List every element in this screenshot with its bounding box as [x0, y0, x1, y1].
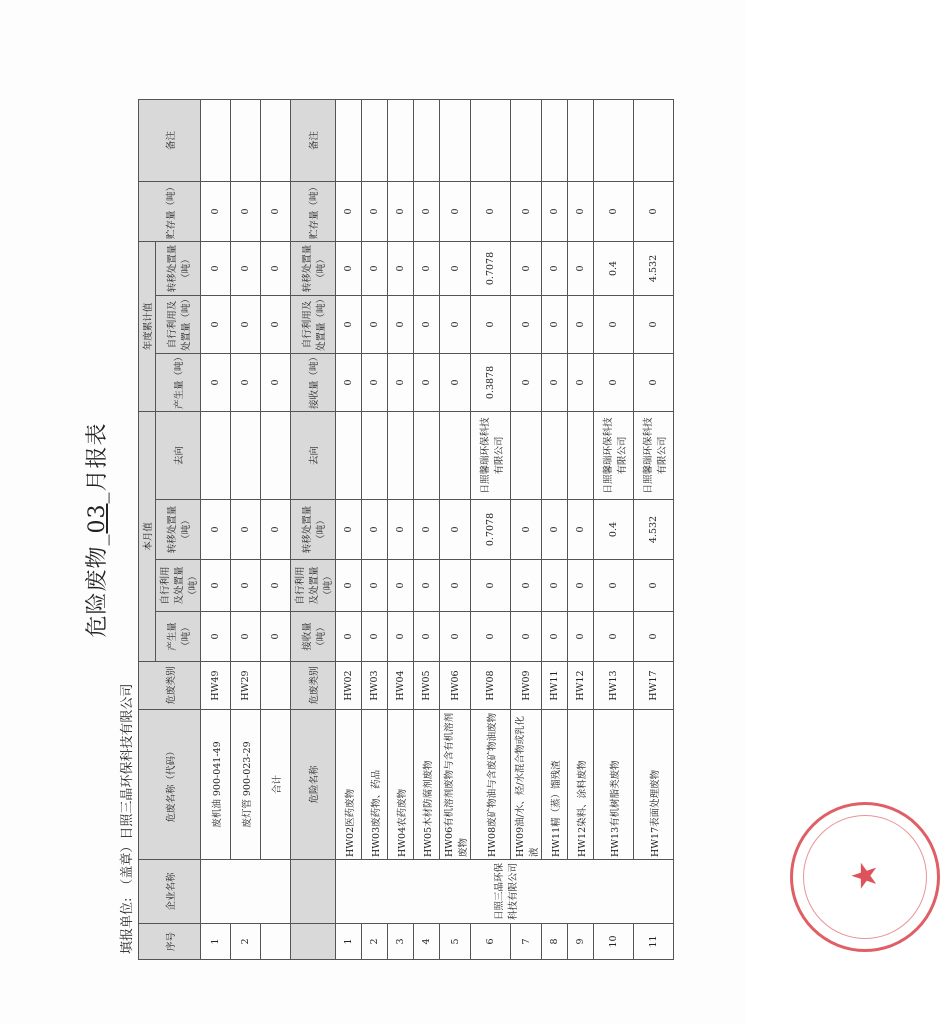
row-destination: 日照馨瑞环保科技有限公司: [634, 411, 674, 499]
row-year-self-use: 0: [414, 295, 440, 353]
row-year-transfer: 0: [261, 241, 291, 295]
lower-header-row: [291, 99, 336, 959]
row-company: 日照三晶环保科技有限公司: [336, 860, 674, 924]
row-destination: [440, 411, 471, 499]
row-year-transfer: 0: [542, 241, 568, 295]
lower-header-received-year: 接收量（吨）: [291, 353, 336, 411]
header-self-use-year: 自行利用及处置量（吨）: [156, 295, 201, 353]
header-company: 企业名称: [139, 860, 201, 924]
row-storage: 0: [471, 181, 511, 241]
row-waste-name: 废灯管 900-023-29: [231, 710, 261, 860]
row-year-received: 0: [336, 353, 362, 411]
row-storage: 0: [542, 181, 568, 241]
lower-row: [568, 99, 594, 959]
header-row-1: [139, 99, 156, 959]
row-waste-class: HW06: [440, 662, 471, 710]
row-year-transfer: 4.532: [634, 241, 674, 295]
row-storage: 0: [388, 181, 414, 241]
header-transfer-year: 转移处置量（吨）: [156, 241, 201, 295]
row-year-self-use: 0: [336, 295, 362, 353]
row-waste-name: HW06有机溶剂废物与含有机溶剂废物: [440, 710, 471, 860]
row-storage: 0: [440, 181, 471, 241]
row-seq: 9: [568, 924, 594, 960]
row-month-self-use: 0: [261, 560, 291, 612]
row-seq: 2: [362, 924, 388, 960]
row-month-produced: 0: [261, 612, 291, 662]
row-remark: [336, 99, 362, 181]
row-waste-name: 合计: [261, 710, 291, 860]
row-year-self-use: 0: [231, 295, 261, 353]
row-storage: 0: [634, 181, 674, 241]
upper-row: [231, 99, 261, 959]
row-year-self-use: 0: [471, 295, 511, 353]
report-unit: [116, 684, 135, 960]
row-month-transfer: 4.532: [634, 500, 674, 560]
row-year-self-use: 0: [511, 295, 542, 353]
row-waste-name: HW08废矿物油与含废矿物油废物: [471, 710, 511, 860]
row-destination: [388, 411, 414, 499]
row-month-self-use: 0: [362, 560, 388, 612]
table-body: [139, 99, 674, 959]
lower-header-self-use-year: 自行利用及处置量（吨）: [291, 295, 336, 353]
row-destination: [362, 411, 388, 499]
row-seq: 11: [634, 924, 674, 960]
row-remark: [261, 99, 291, 181]
row-year-self-use: 0: [634, 295, 674, 353]
row-month-transfer: 0: [201, 500, 231, 560]
row-month-self-use: 0: [336, 560, 362, 612]
row-month-received: 0: [542, 612, 568, 662]
row-waste-class: HW29: [231, 662, 261, 710]
row-destination: [414, 411, 440, 499]
lower-header-waste-name: 危险名称: [291, 710, 336, 860]
row-year-transfer: 0: [201, 241, 231, 295]
row-year-self-use: 0: [594, 295, 634, 353]
row-seq: 2: [231, 924, 261, 960]
row-seq: 1: [201, 924, 231, 960]
row-waste-class: HW04: [388, 662, 414, 710]
row-seq: 3: [388, 924, 414, 960]
row-year-transfer: 0.4: [594, 241, 634, 295]
row-year-transfer: 0: [362, 241, 388, 295]
row-waste-class: HW17: [634, 662, 674, 710]
row-remark: [388, 99, 414, 181]
row-month-transfer: 0: [362, 500, 388, 560]
title-suffix: _月报表: [85, 422, 110, 504]
row-storage: 0: [568, 181, 594, 241]
lower-header-remark: 备注: [291, 99, 336, 181]
row-waste-class: HW03: [362, 662, 388, 710]
row-waste-name: HW12染料、涂料废物: [568, 710, 594, 860]
row-waste-class: HW05: [414, 662, 440, 710]
row-year-received: 0: [414, 353, 440, 411]
row-year-transfer: 0: [568, 241, 594, 295]
row-destination: [542, 411, 568, 499]
header-waste-class: 危废类别: [139, 662, 201, 710]
row-seq: 5: [440, 924, 471, 960]
rotated-report: [80, 100, 885, 960]
row-seq: 1: [336, 924, 362, 960]
row-waste-name: HW05木材防腐剂废物: [414, 710, 440, 860]
row-month-transfer: 0.4: [594, 500, 634, 560]
lower-header-transfer-year: 转移处置量（吨）: [291, 241, 336, 295]
row-waste-name: HW09油/水、烃/水混合物或乳化液: [511, 710, 542, 860]
row-seq: [261, 924, 291, 960]
row-month-self-use: 0: [388, 560, 414, 612]
row-year-self-use: 0: [542, 295, 568, 353]
row-year-transfer: 0: [414, 241, 440, 295]
header-destination: 去向: [156, 411, 201, 499]
header-seq: 序号: [139, 924, 201, 960]
row-year-received: 0: [634, 353, 674, 411]
waste-table: [138, 99, 674, 960]
lower-header-seq: [291, 924, 336, 960]
row-month-received: 0: [511, 612, 542, 662]
row-month-self-use: 0: [568, 560, 594, 612]
row-remark: [362, 99, 388, 181]
row-seq: 7: [511, 924, 542, 960]
lower-row: [634, 99, 674, 959]
row-remark: [440, 99, 471, 181]
row-year-self-use: 0: [201, 295, 231, 353]
lower-row: [542, 99, 568, 959]
row-storage: 0: [362, 181, 388, 241]
row-waste-name: HW11精（蒸）馏残渣: [542, 710, 568, 860]
row-month-self-use: 0: [414, 560, 440, 612]
row-destination: 日照馨瑞环保科技有限公司: [594, 411, 634, 499]
row-month-received: 0: [440, 612, 471, 662]
row-waste-class: HW49: [201, 662, 231, 710]
row-remark: [594, 99, 634, 181]
row-month-received: 0: [634, 612, 674, 662]
row-month-self-use: 0: [231, 560, 261, 612]
header-transfer: 转移处置量（吨）: [156, 500, 201, 560]
title-prefix: 危险废物_: [85, 533, 110, 638]
row-year-self-use: 0: [261, 295, 291, 353]
header-waste-name: 危废名称（代码）: [139, 710, 201, 860]
row-remark: [201, 99, 231, 181]
row-remark: [634, 99, 674, 181]
row-storage: 0: [511, 181, 542, 241]
row-remark: [568, 99, 594, 181]
row-month-self-use: 0: [471, 560, 511, 612]
row-year-self-use: 0: [362, 295, 388, 353]
row-year-transfer: 0: [440, 241, 471, 295]
row-waste-name: HW13有机树脂类废物: [594, 710, 634, 860]
row-waste-class: HW09: [511, 662, 542, 710]
lower-header-company: [291, 860, 336, 924]
row-seq: 4: [414, 924, 440, 960]
row-waste-name: HW03废药物、药品: [362, 710, 388, 860]
header-produced: 产生量（吨）: [156, 612, 201, 662]
row-month-transfer: 0: [231, 500, 261, 560]
row-seq: 10: [594, 924, 634, 960]
row-destination: [336, 411, 362, 499]
row-year-received: 0: [388, 353, 414, 411]
row-month-transfer: 0.7078: [471, 500, 511, 560]
row-month-self-use: 0: [594, 560, 634, 612]
lower-header-transfer: 转移处置量（吨）: [291, 500, 336, 560]
lower-row: [511, 99, 542, 959]
lower-row: [362, 99, 388, 959]
lower-row: [414, 99, 440, 959]
row-waste-class: HW12: [568, 662, 594, 710]
row-remark: [542, 99, 568, 181]
row-year-produced: 0: [231, 353, 261, 411]
header-month-group: 本月值: [139, 411, 156, 661]
row-month-received: 0: [594, 612, 634, 662]
row-year-received: 0.3878: [471, 353, 511, 411]
upper-row: [261, 99, 291, 959]
row-year-received: 0: [542, 353, 568, 411]
row-year-transfer: 0: [511, 241, 542, 295]
row-storage: 0: [594, 181, 634, 241]
row-waste-class: HW02: [336, 662, 362, 710]
row-month-transfer: 0: [568, 500, 594, 560]
report-unit-label: 填报单位:: [120, 897, 135, 954]
row-month-self-use: 0: [440, 560, 471, 612]
row-month-self-use: 0: [542, 560, 568, 612]
row-seq: 6: [471, 924, 511, 960]
row-year-received: 0: [594, 353, 634, 411]
row-waste-name: HW02医药废物: [336, 710, 362, 860]
row-month-transfer: 0: [414, 500, 440, 560]
row-destination: [568, 411, 594, 499]
report-title: [80, 100, 111, 960]
row-month-produced: 0: [231, 612, 261, 662]
row-waste-class: HW08: [471, 662, 511, 710]
row-remark: [414, 99, 440, 181]
row-month-self-use: 0: [634, 560, 674, 612]
row-month-transfer: 0: [542, 500, 568, 560]
row-year-self-use: 0: [388, 295, 414, 353]
row-waste-class: HW11: [542, 662, 568, 710]
title-month: 03: [85, 503, 110, 534]
row-year-self-use: 0: [440, 295, 471, 353]
lower-header-destination: 去向: [291, 411, 336, 499]
row-destination: 日照馨瑞环保科技有限公司: [471, 411, 511, 499]
row-year-transfer: 0: [336, 241, 362, 295]
upper-row: [201, 99, 231, 959]
lower-row: [594, 99, 634, 959]
header-year-group: 年度累计值: [139, 241, 156, 411]
row-year-received: 0: [362, 353, 388, 411]
lower-header-storage: 贮存量（吨）: [291, 181, 336, 241]
row-waste-name: HW17表面处理废物: [634, 710, 674, 860]
row-month-transfer: 0: [511, 500, 542, 560]
row-month-received: 0: [336, 612, 362, 662]
row-month-received: 0: [414, 612, 440, 662]
row-month-self-use: 0: [511, 560, 542, 612]
lower-row: [388, 99, 414, 959]
row-year-transfer: 0.7078: [471, 241, 511, 295]
row-month-received: 0: [388, 612, 414, 662]
row-seq: 8: [542, 924, 568, 960]
company-seal: [790, 802, 940, 952]
row-month-received: 0: [471, 612, 511, 662]
header-self-use: 自行利用及处置量（吨）: [156, 560, 201, 612]
header-storage: 贮存量（吨）: [139, 181, 201, 241]
row-month-received: 0: [362, 612, 388, 662]
row-year-transfer: 0: [231, 241, 261, 295]
lower-row: [471, 99, 511, 959]
row-month-transfer: 0: [388, 500, 414, 560]
row-remark: [471, 99, 511, 181]
row-remark: [511, 99, 542, 181]
row-waste-class: HW13: [594, 662, 634, 710]
row-month-produced: 0: [201, 612, 231, 662]
row-waste-name: 废机油 900-041-49: [201, 710, 231, 860]
row-destination: [511, 411, 542, 499]
lower-header-received: 接收量（吨）: [291, 612, 336, 662]
row-month-self-use: 0: [201, 560, 231, 612]
row-waste-class: [261, 662, 291, 710]
row-year-transfer: 0: [388, 241, 414, 295]
report-unit-value: （盖章）日照三晶环保科技有限公司: [120, 683, 135, 892]
row-destination: [201, 411, 231, 499]
row-year-produced: 0: [201, 353, 231, 411]
row-year-received: 0: [568, 353, 594, 411]
row-storage: 0: [231, 181, 261, 241]
row-month-transfer: 0: [440, 500, 471, 560]
row-month-transfer: 0: [261, 500, 291, 560]
row-remark: [231, 99, 261, 181]
seal-star-icon: ★: [845, 860, 885, 891]
row-year-received: 0: [511, 353, 542, 411]
row-month-received: 0: [568, 612, 594, 662]
lower-row: [336, 99, 362, 959]
row-storage: 0: [261, 181, 291, 241]
row-storage: 0: [414, 181, 440, 241]
row-destination: [231, 411, 261, 499]
row-waste-name: HW04农药废物: [388, 710, 414, 860]
header-produced-year: 产生量（吨）: [156, 353, 201, 411]
row-storage: 0: [336, 181, 362, 241]
row-year-received: 0: [440, 353, 471, 411]
row-year-produced: 0: [261, 353, 291, 411]
lower-row: [440, 99, 471, 959]
lower-header-waste-class: 危废类别: [291, 662, 336, 710]
lower-header-self-use: 自行利用及处置量（吨）: [291, 560, 336, 612]
header-remark: 备注: [139, 99, 201, 181]
row-month-transfer: 0: [336, 500, 362, 560]
row-year-self-use: 0: [568, 295, 594, 353]
row-company: [201, 860, 291, 924]
row-destination: [261, 411, 291, 499]
row-storage: 0: [201, 181, 231, 241]
